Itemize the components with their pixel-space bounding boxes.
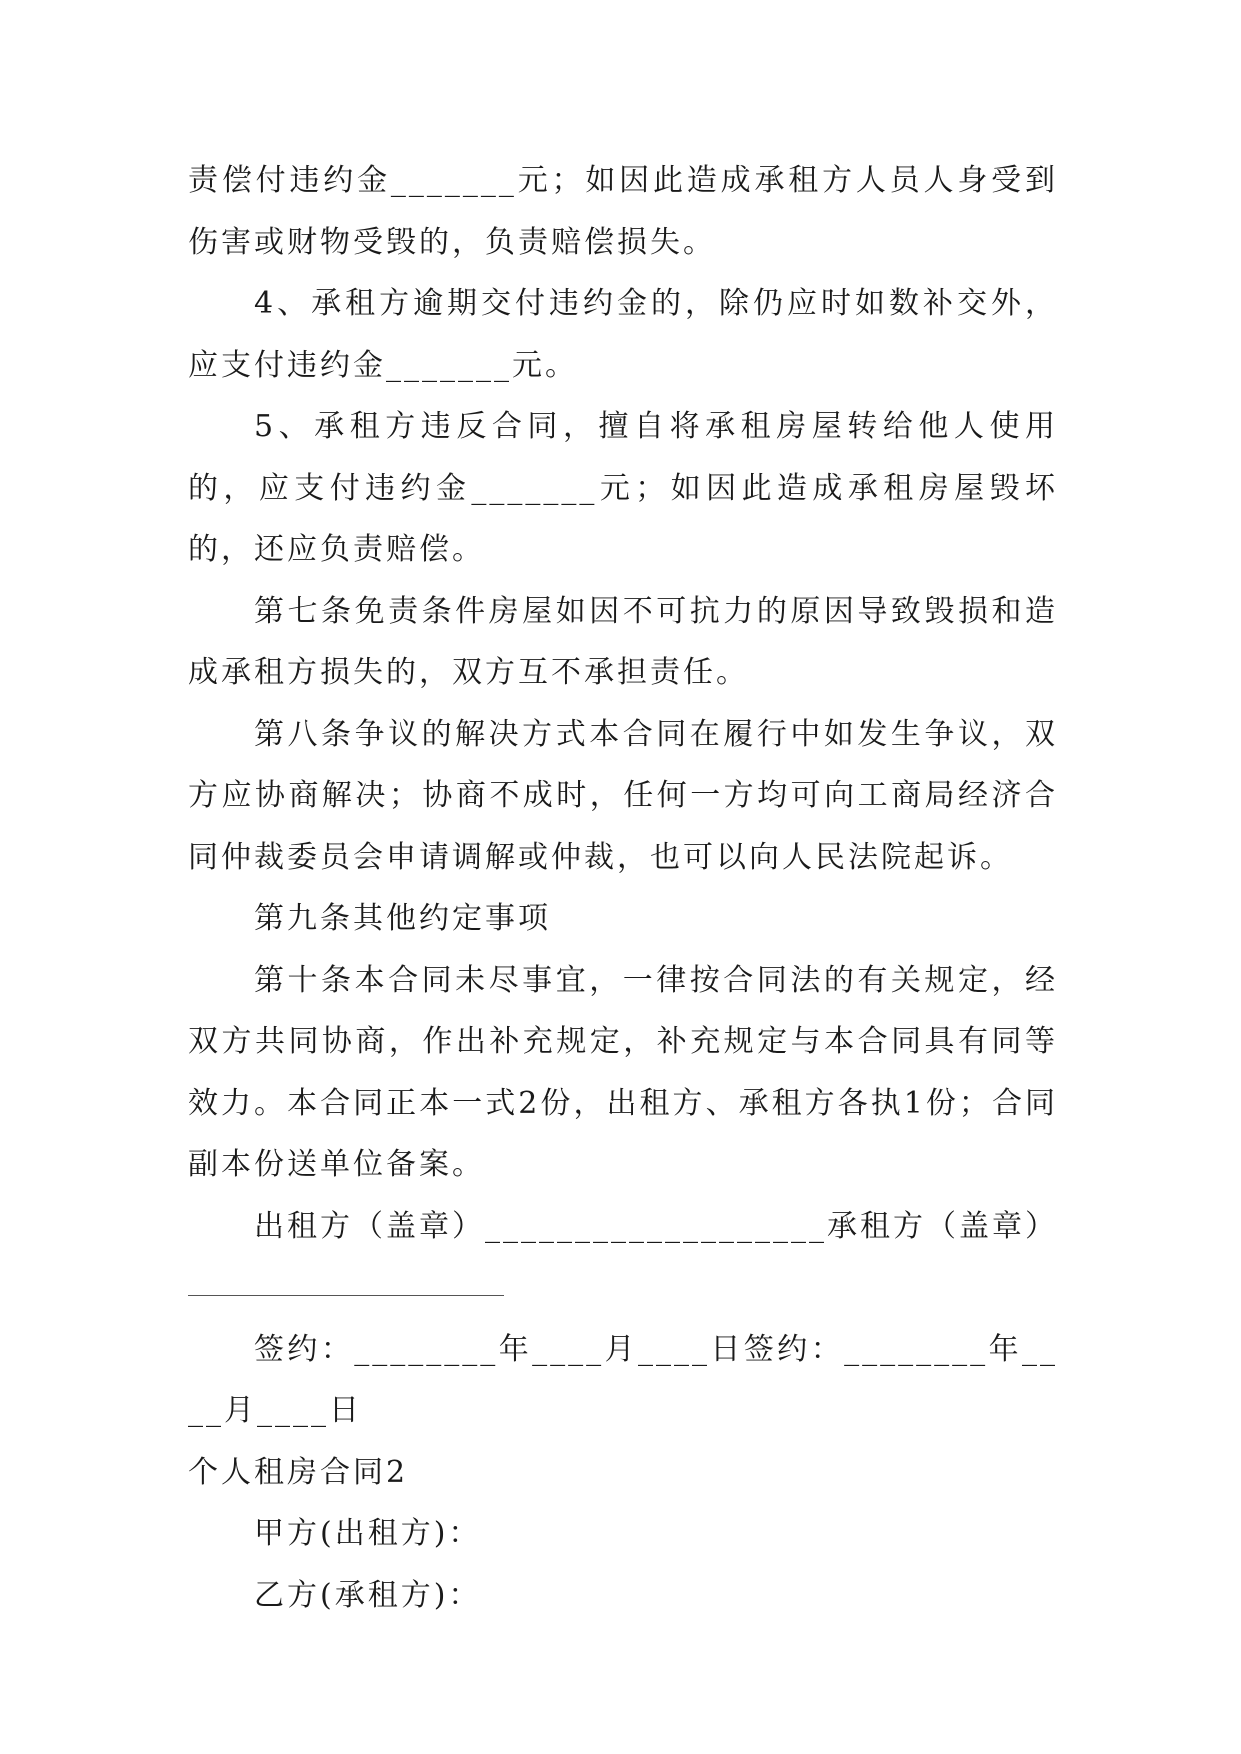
clause-5-sublet-penalty: 5、承租方违反合同，擅自将承租房屋转给他人使用的，应支付违约金_______元；如因此造成承租房屋毁坏的，还应负责赔偿。 [188,409,1058,567]
contract-2-title: 个人租房合同2 [188,1454,409,1490]
signature-parties-line: 出租方（盖章）___________________承租方（盖章） [254,1208,1058,1244]
signing-date-line: 签约：________年____月____日签约：________年____月____日 [188,1331,1058,1428]
article-9-other-matters: 第九条其他约定事项 [254,901,551,936]
party-b-label: 乙方(承租方)： [254,1577,482,1613]
article-10-supplementary: 第十条本合同未尽事宜，一律按合同法的有关规定，经双方共同协商，作出补充规定，补充规定与本合同具有同等效力。本合同正本一式2份，出租方、承租方各执1份；合同副本份送单位备案。 [188,962,1058,1182]
clause-penalty-compensation: 责偿付违约金_______元；如因此造成承租方人员人身受到伤害或财物受毁的，负责赔偿损失。 [188,163,1058,260]
signature-underline-row [188,1257,1058,1319]
document-page [188,150,1058,1626]
signature-underline [188,1295,504,1296]
article-8-dispute-resolution: 第八条争议的解决方式本合同在履行中如发生争议，双方应协商解决；协商不成时，任何一方均可向工商局经济合同仲裁委员会申请调解或仲裁，也可以向人民法院起诉。 [188,716,1058,875]
article-7-exemption: 第七条免责条件房屋如因不可抗力的原因导致毁损和造成承租方损失的，双方互不承担责任。 [188,593,1058,690]
party-a-label: 甲方(出租方)： [254,1516,482,1551]
clause-4-late-penalty: 4、承租方逾期交付违约金的，除仍应时如数补交外，应支付违约金_______元。 [188,286,1058,383]
